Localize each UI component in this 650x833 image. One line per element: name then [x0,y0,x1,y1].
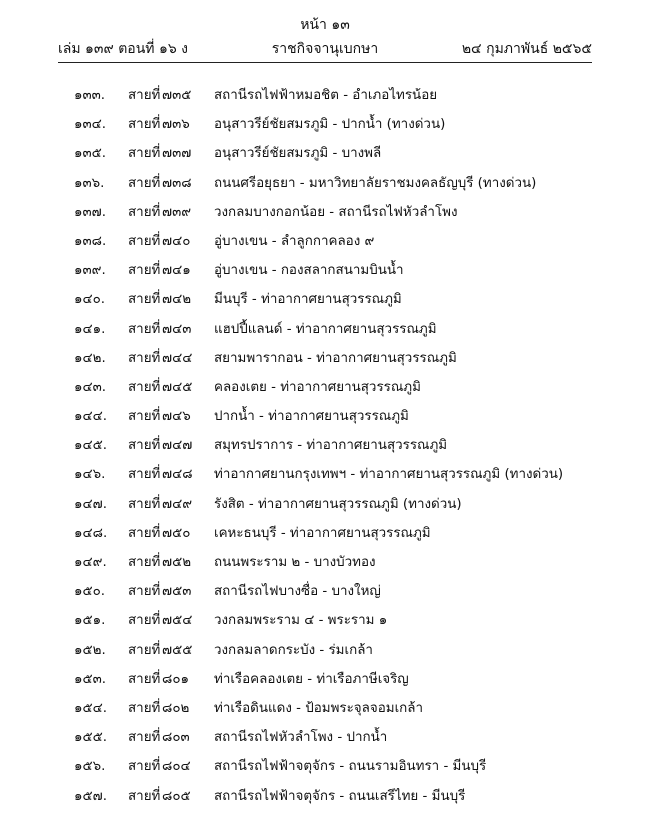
route-description: วงกลมบางกอกน้อย - สถานีรถไฟหัวลำโพง [214,204,458,220]
route-line-label: สายที่ [128,379,161,395]
route-item-number: ๑๓๓. [74,88,106,103]
route-code: ๗๔๔ [162,350,193,366]
route-line-label: สายที่ [128,730,161,746]
route-item-number: ๑๕๒. [74,642,106,658]
route-item-number: ๑๔๐. [74,292,106,308]
publication-date: ๒๔ กุมภาพันธ์ ๒๕๖๕ [461,41,592,57]
route-item-number: ๑๕๑. [74,613,106,629]
route-code: ๘๐๒ [162,700,190,716]
route-description: วงกลมพระราม ๔ - พระราม ๑ [214,613,388,629]
route-code: ๗๔๙ [162,496,193,512]
route-code: ๘๐๔ [162,759,191,775]
route-code: ๗๔๒ [162,292,192,308]
route-description: คลองเตย - ท่าอากาศยานสุวรรณภูมิ [214,379,421,395]
route-item-number: ๑๕๕. [74,730,108,746]
route-list [0,84,650,814]
route-item [0,609,650,638]
route-description: ท่าเรือคลองเตย - ท่าเรือภาษีเจริญ [214,671,409,687]
route-line-label: สายที่ [128,525,161,541]
route-item-number: ๑๕๓. [74,671,107,687]
route-item [0,376,650,405]
route-item [0,580,650,609]
route-code: ๗๔๓ [162,321,192,337]
route-item-number: ๑๔๗. [74,496,107,512]
route-code: ๗๕๕ [162,642,193,658]
volume-issue-label: เล่ม ๑๓๙ ตอนที่ ๑๖ ง [58,41,189,57]
route-description: วงกลมลาดกระบัง - ร่มเกล้า [214,642,373,658]
publication-title: ราชกิจจานุเบกษา [271,41,379,57]
route-line-label: สายที่ [128,409,161,425]
route-description: สถานีรถไฟบางซื่อ - บางใหญ่ [214,584,381,600]
route-item [0,318,650,347]
route-line-label: สายที่ [128,642,161,658]
route-item-number: ๑๔๙. [74,555,107,570]
route-item-number: ๑๔๔. [74,409,108,425]
route-code: ๗๓๙ [162,204,192,220]
route-item-number: ๑๔๑. [74,321,106,337]
route-line-label: สายที่ [128,467,161,483]
route-item-number: ๑๔๖. [74,467,106,483]
route-code: ๗๓๘ [162,175,192,191]
route-item-number: ๑๕๐. [74,584,106,600]
route-item-number: ๑๕๖. [74,759,106,775]
route-item [0,434,650,463]
page-header [58,38,592,58]
route-item [0,522,650,551]
route-description: อู่บางเขน - ลำลูกกาคลอง ๙ [214,233,375,249]
route-description: สถานีรถไฟฟ้าหมอชิต - อำเภอไทรน้อย [214,88,438,103]
route-line-label: สายที่ [128,88,161,103]
route-item [0,726,650,755]
route-line-label: สายที่ [128,438,161,454]
route-description: ท่าอากาศยานกรุงเทพฯ - ท่าอากาศยานสุวรรณภูมิ (ทางด่วน) [214,467,564,483]
route-code: ๗๕๒ [162,555,192,570]
route-item [0,405,650,434]
page-number: หน้า ๑๓ [300,17,350,33]
route-code: ๗๕๐ [162,525,191,541]
route-line-label: สายที่ [128,292,161,308]
route-line-label: สายที่ [128,555,161,570]
route-description: ถนนพระราม ๒ - บางบัวทอง [214,555,376,570]
route-item-number: ๑๓๘. [74,233,107,249]
route-code: ๗๓๗ [162,146,192,162]
route-item [0,785,650,814]
route-line-label: สายที่ [128,671,161,687]
route-code: ๘๐๕ [162,788,191,804]
route-item [0,201,650,230]
route-code: ๗๓๕ [162,88,192,103]
route-line-label: สายที่ [128,700,161,716]
route-line-label: สายที่ [128,584,161,600]
route-line-label: สายที่ [128,204,161,220]
route-code: ๗๕๓ [162,584,192,600]
route-code: ๗๔๕ [162,379,193,395]
route-item-number: ๑๔๕. [74,438,108,454]
route-item [0,84,650,113]
route-item [0,668,650,697]
route-code: ๘๐๑ [162,671,190,687]
route-item-number: ๑๓๗. [74,204,106,220]
route-code: ๗๔๘ [162,467,193,483]
route-code: ๗๔๐ [162,233,191,249]
route-line-label: สายที่ [128,233,161,249]
route-description: อู่บางเขน - กองสลากสนามบินน้ำ [214,263,404,279]
route-item [0,259,650,288]
route-item-number: ๑๔๘. [74,525,108,541]
route-description: สมุทรปราการ - ท่าอากาศยานสุวรรณภูมิ [214,438,448,454]
route-item [0,697,650,726]
route-item [0,142,650,171]
route-line-label: สายที่ [128,321,161,337]
route-item [0,113,650,142]
route-description: สยามพารากอน - ท่าอากาศยานสุวรรณภูมิ [214,350,457,366]
route-code: ๘๐๓ [162,730,190,746]
route-item [0,463,650,492]
route-item-number: ๑๓๕. [74,146,107,162]
route-line-label: สายที่ [128,146,161,162]
route-description: ถนนศรีอยุธยา - มหาวิทยาลัยราชมงคลธัญบุรี (ทางด่วน) [214,175,537,191]
route-item-number: ๑๓๔. [74,117,107,133]
route-item-number: ๑๕๔. [74,700,108,716]
route-description: สถานีรถไฟฟ้าจตุจักร - ถนนเสรีไทย - มีนบุรี [214,788,466,804]
route-item [0,230,650,259]
route-item [0,551,650,580]
route-item-number: ๑๔๒. [74,350,106,366]
route-item [0,288,650,317]
route-line-label: สายที่ [128,788,161,804]
header-divider [58,62,592,63]
route-item-number: ๑๔๓. [74,379,107,395]
route-item [0,755,650,784]
route-description: รังสิต - ท่าอากาศยานสุวรรณภูมิ (ทางด่วน) [214,496,462,512]
route-item [0,172,650,201]
route-description: เคหะธนบุรี - ท่าอากาศยานสุวรรณภูมิ [214,525,431,541]
route-item [0,639,650,668]
route-line-label: สายที่ [128,175,161,191]
route-description: สถานีรถไฟฟ้าจตุจักร - ถนนรามอินทรา - มีนบุรี [214,759,487,775]
route-item-number: ๑๓๖. [74,175,105,191]
route-line-label: สายที่ [128,759,161,775]
route-line-label: สายที่ [128,117,161,133]
route-item [0,493,650,522]
route-description: อนุสาวรีย์ชัยสมรภูมิ - บางพลี [214,146,382,162]
route-code: ๗๕๔ [162,613,193,629]
route-code: ๗๓๖ [162,117,190,133]
route-code: ๗๔๑ [162,263,191,279]
route-item-number: ๑๕๗. [74,788,107,804]
route-line-label: สายที่ [128,263,161,279]
route-item-number: ๑๓๙. [74,263,106,279]
route-line-label: สายที่ [128,613,161,629]
route-line-label: สายที่ [128,350,161,366]
route-line-label: สายที่ [128,496,161,512]
route-code: ๗๔๗ [162,438,193,454]
route-description: แฮปปี้แลนด์ - ท่าอากาศยานสุวรรณภูมิ [214,321,437,337]
route-description: สถานีรถไฟหัวลำโพง - ปากน้ำ [214,730,388,746]
route-description: ท่าเรือดินแดง - ป้อมพระจุลจอมเกล้า [214,700,423,716]
route-description: มีนบุรี - ท่าอากาศยานสุวรรณภูมิ [214,292,402,308]
route-description: ปากน้ำ - ท่าอากาศยานสุวรรณภูมิ [214,409,409,425]
route-item [0,347,650,376]
route-description: อนุสาวรีย์ชัยสมรภูมิ - ปากน้ำ (ทางด่วน) [214,117,446,133]
route-code: ๗๔๖ [162,409,191,425]
